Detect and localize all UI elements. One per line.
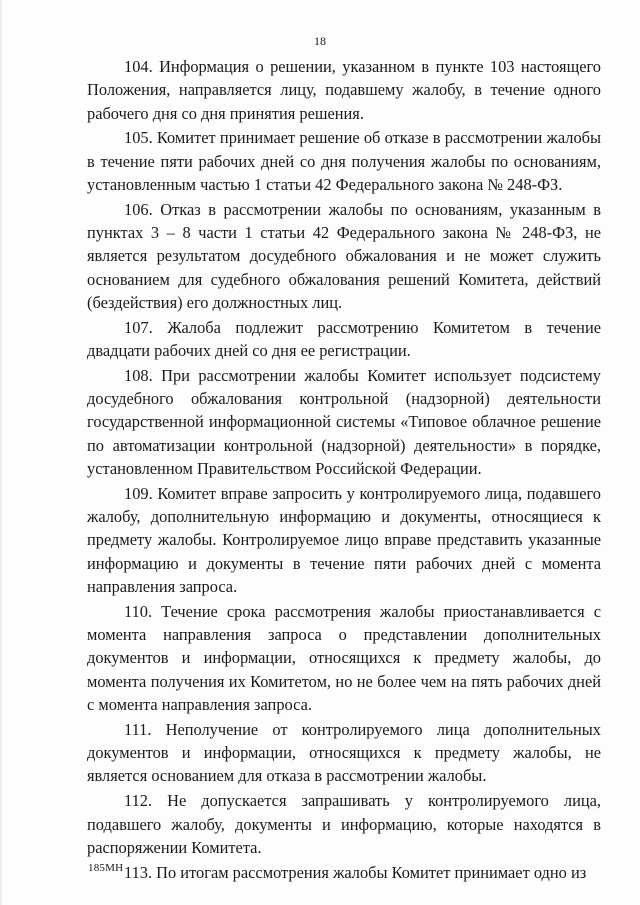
paragraph-104: 104. Информация о решении, указанном в пункте 103 настоящего Положения, направляется лицу, подавшему жалобу, в течение одного рабочего дня со дня принятия решения.	[87, 57, 601, 123]
paragraph-113: 113. По итогам рассмотрения жалобы Комитет принимает одно из	[124, 862, 587, 882]
paragraph-107: 107. Жалоба подлежит рассмотрению Комитетом в течение двадцати рабочих дней со дня ее регистрации.	[87, 317, 601, 361]
scan-edge	[0, 0, 3, 905]
paragraph-112: 112. Не допускается запрашивать у контролируемого лица, подавшего жалобу, документы и информацию, которые находятся в распоряжении Комитета.	[87, 791, 601, 857]
paragraph-109: 109. Комитет вправе запросить у контролируемого лица, подавшего жалобу, дополнительную информацию и документы, относящиеся к предмету жалобы. Контролируемое лицо вправе представить указанные информацию и документы в течение пяти рабочих дней с момента направления запроса.	[87, 483, 601, 597]
paragraph-110: 110. Течение срока рассмотрения жалобы приостанавливается с момента направления запроса о представлении дополнительных документов и информации, относящихся к предмету жалобы, до момента получения их Комитетом, но не более чем на пять рабочих дней с момента направления запроса.	[87, 601, 601, 715]
paragraph-111: 111. Неполучение от контролируемого лица дополнительных документов и информации, относящихся к предмету жалобы, не является основанием для отказа в рассмотрении жалобы.	[87, 719, 601, 786]
paragraph-105: 105. Комитет принимает решение об отказе в рассмотрении жалобы в течение пяти рабочих дней со дня получения жалобы по основаниям, установленным частью 1 статьи 42 Федерального закона № 248-ФЗ.	[87, 128, 601, 194]
footer-document-code: 185МН	[88, 862, 124, 874]
paragraph-106: 106. Отказ в рассмотрении жалобы по основаниям, указанным в пунктах 3 – 8 части 1 статьи 42 Федерального закона № 248-ФЗ, не является результатом досудебного обжалования и не может служить основанием для судебного обжалования решений Комитета, действий (бездействия) его должностных лиц.	[87, 199, 601, 312]
page-number: 18	[314, 34, 326, 48]
document-body	[87, 55, 601, 885]
paragraph-108: 108. При рассмотрении жалобы Комитет использует подсистему досудебного обжалования контрольной (надзорной) деятельности государственной информационной системы «Типовое облачное решение по автоматизации контрольной (надзорной) деятельности» в порядке, установленном Правительством Российской Федерации.	[87, 365, 601, 479]
